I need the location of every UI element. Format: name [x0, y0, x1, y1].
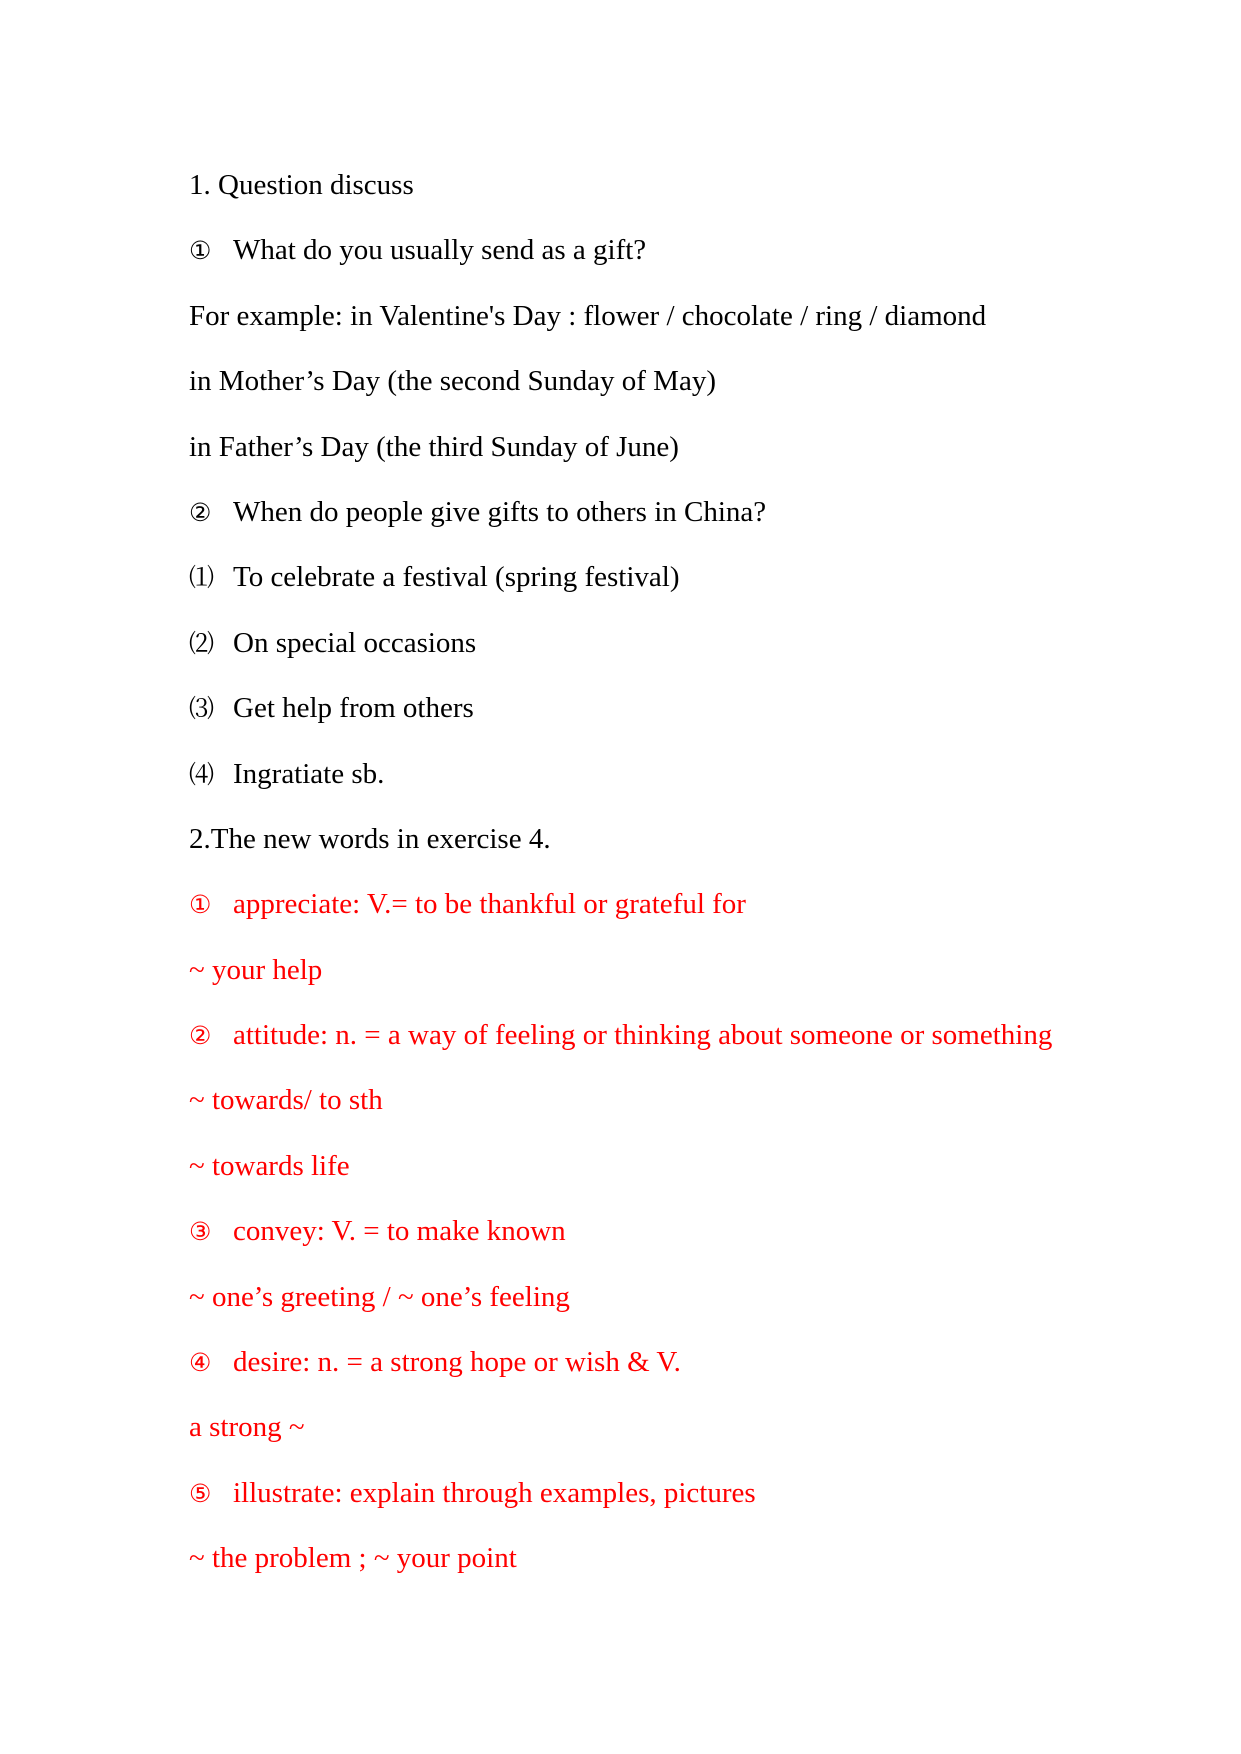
line-text: 2.The new words in exercise 4. [189, 822, 551, 855]
parenthesized-number-marker: ⑵ [189, 628, 215, 658]
line-text: ~ your help [189, 953, 323, 986]
document-body [189, 153, 1189, 1592]
line-text: illustrate: explain through examples, pictures [233, 1476, 756, 1509]
section-heading-new-words [189, 807, 1189, 872]
vocab-entry [189, 1461, 1189, 1526]
circled-number-marker: ② [189, 1021, 212, 1051]
section-heading-question-discuss [189, 153, 1189, 218]
line-text: appreciate: V.= to be thankful or grateful for [233, 888, 746, 921]
parenthesized-number-marker: ⑴ [189, 563, 215, 593]
vocab-entry [189, 1003, 1189, 1068]
circled-number-marker: ③ [189, 1217, 212, 1247]
circled-number-marker: ① [189, 236, 212, 266]
line-text: ~ towards/ to sth [189, 1084, 383, 1117]
answer-item [189, 676, 1189, 741]
vocab-entry [189, 1199, 1189, 1264]
usage-example [189, 1395, 1189, 1460]
question-item [189, 218, 1189, 283]
line-text: When do people give gifts to others in China? [233, 495, 767, 528]
usage-example [189, 1265, 1189, 1330]
line-text: desire: n. = a strong hope or wish & V. [233, 1346, 681, 1379]
line-text: ~ one’s greeting / ~ one’s feeling [189, 1280, 570, 1313]
line-text: What do you usually send as a gift? [233, 234, 647, 267]
circled-number-marker: ① [189, 890, 212, 920]
line-text: ~ the problem ; ~ your point [189, 1542, 517, 1575]
line-text: Get help from others [233, 692, 474, 725]
line-text: convey: V. = to make known [233, 1215, 566, 1248]
line-text: To celebrate a festival (spring festival) [233, 561, 680, 594]
circled-number-marker: ② [189, 497, 212, 527]
answer-item [189, 545, 1189, 610]
answer-item [189, 742, 1189, 807]
example-line [189, 415, 1189, 480]
circled-number-marker: ⑤ [189, 1478, 212, 1508]
usage-example [189, 1068, 1189, 1133]
line-text: attitude: n. = a way of feeling or thinking about someone or something [233, 1019, 1053, 1052]
line-text: ~ towards life [189, 1149, 350, 1182]
usage-example [189, 938, 1189, 1003]
line-text: in Mother’s Day (the second Sunday of May) [189, 365, 716, 398]
line-text: in Father’s Day (the third Sunday of June) [189, 430, 679, 463]
answer-item [189, 611, 1189, 676]
vocab-entry [189, 872, 1189, 937]
question-item [189, 480, 1189, 545]
circled-number-marker: ④ [189, 1348, 212, 1378]
vocab-entry [189, 1330, 1189, 1395]
line-text: For example: in Valentine's Day : flower / chocolate / ring / diamond [189, 299, 987, 332]
line-text: On special occasions [233, 626, 477, 659]
parenthesized-number-marker: ⑷ [189, 759, 215, 789]
example-line [189, 349, 1189, 414]
usage-example [189, 1134, 1189, 1199]
line-text: Ingratiate sb. [233, 757, 385, 790]
usage-example [189, 1526, 1189, 1591]
line-text: 1. Question discuss [189, 169, 414, 201]
line-text: a strong ~ [189, 1411, 305, 1444]
example-line [189, 284, 1189, 349]
parenthesized-number-marker: ⑶ [189, 694, 215, 724]
